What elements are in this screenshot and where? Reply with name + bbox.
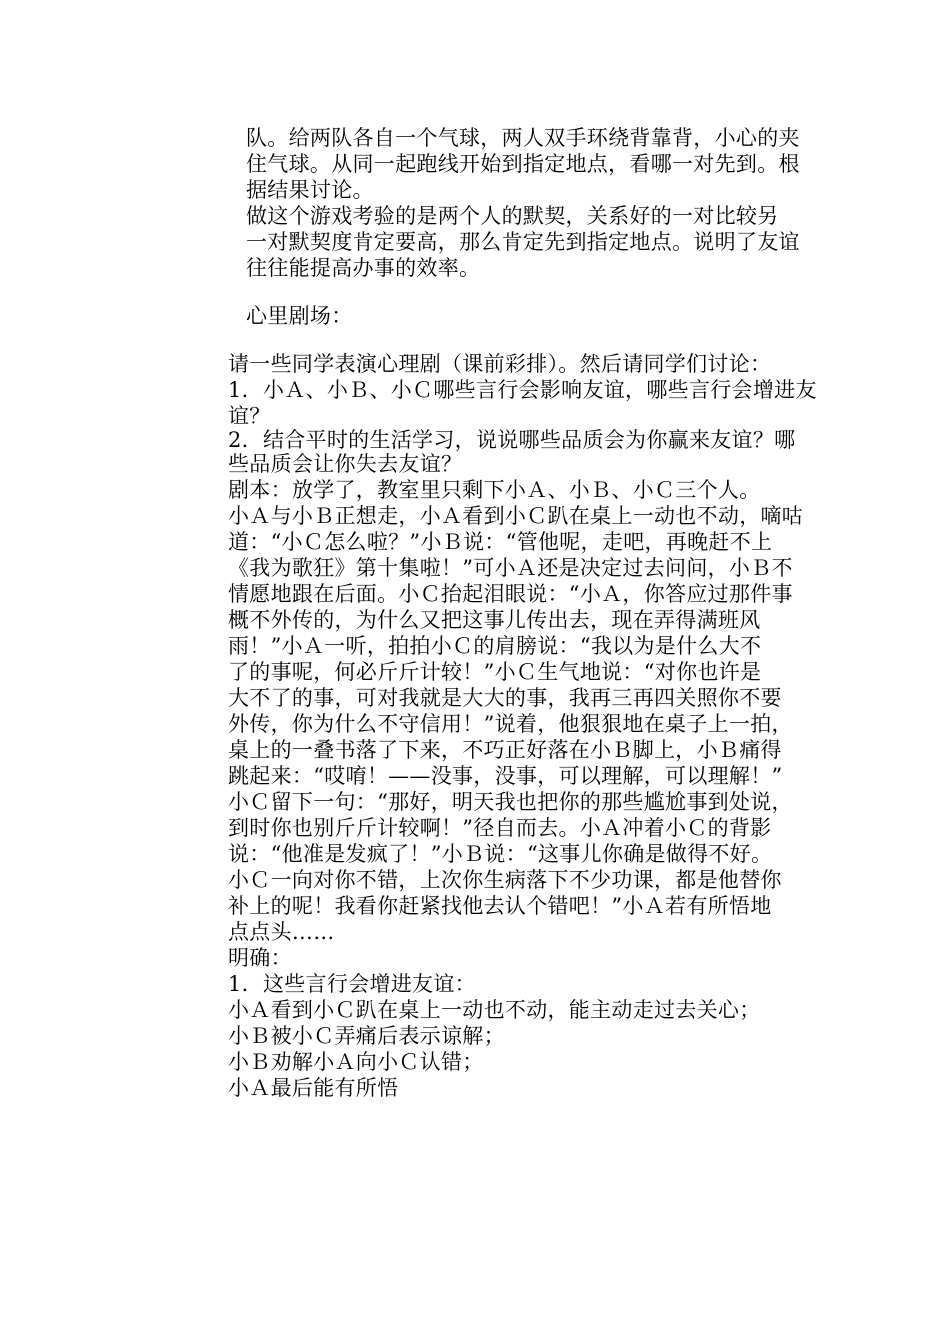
body-line: 外传，你为什么不守信用！”说着，他狠狠地在桌子上一拍，: [228, 712, 793, 736]
body-line: 情愿地跟在后面。小Ｃ抬起泪眼说：“小Ａ，你答应过那件事: [228, 582, 793, 606]
body-line: 补上的呢！我看你赶紧找他去认个错吧！”小Ａ若有所悟地: [228, 894, 772, 918]
body-line: 概不外传的，为什么又把这事儿传出去，现在弄得满班风: [228, 608, 761, 632]
body-line: 剧本：放学了，教室里只剩下小Ａ、小Ｂ、小Ｃ三个人。: [228, 478, 761, 502]
intro-line: 队。给两队各自一个气球，两人双手环绕背靠背，小心的夹: [246, 126, 800, 150]
body-line: 谊？: [228, 404, 271, 428]
body-line: 明确：: [228, 946, 292, 970]
body-line: 大不了的事，可对我就是大大的事，我再三再四关照你不要: [228, 686, 782, 710]
body-line: 道：“小Ｃ怎么啦？”小Ｂ说：“管他呢，走吧，再晚赶不上: [228, 530, 773, 554]
intro-line: 做这个游戏考验的是两个人的默契，关系好的一对比较另: [246, 204, 779, 228]
intro-line: 往往能提高办事的效率。: [246, 256, 481, 280]
body-line: 雨！”小Ａ一听，拍拍小Ｃ的肩膀说：“我以为是什么大不: [228, 634, 762, 658]
body-line: 些品质会让你失去友谊？: [228, 452, 463, 476]
body-line: 2．结合平时的生活学习，说说哪些品质会为你赢来友谊？哪: [228, 428, 796, 452]
body-line: 了的事呢，何必斤斤计较！”小Ｃ生气地说：“对你也许是: [228, 660, 762, 684]
body-line: 小Ａ最后能有所悟: [228, 1076, 399, 1100]
body-line: 小Ｂ被小Ｃ弄痛后表示谅解；: [228, 1024, 505, 1048]
body-line: 请一些同学表演心理剧（课前彩排）。然后请同学们讨论：: [228, 352, 772, 376]
body-line: 1．这些言行会增进友谊：: [228, 972, 476, 996]
intro-line: 据结果讨论。: [246, 178, 374, 202]
body-line: 到时你也别斤斤计较啊！”径自而去。小Ａ冲着小Ｃ的背影: [228, 816, 772, 840]
body-line: 桌上的一叠书落了下来，不巧正好落在小Ｂ脚上，小Ｂ痛得: [228, 738, 782, 762]
body-line: 小Ａ与小Ｂ正想走，小Ａ看到小Ｃ趴在桌上一动也不动，嘀咕: [228, 504, 804, 528]
body-line: 跳起来：“哎唷！——没事，没事，可以理解，可以理解！”: [228, 764, 783, 788]
body-line: 点点头……: [228, 920, 335, 944]
body-line: 小Ａ看到小Ｃ趴在桌上一动也不动，能主动走过去关心；: [228, 998, 761, 1022]
body-line: 小Ｃ一向对你不错，上次你生病落下不少功课，都是他替你: [228, 868, 782, 892]
body-line: 小Ｃ留下一句：“那好，明天我也把你的那些尴尬事到处说，: [228, 790, 793, 814]
body-line: 《我为歌狂》第十集啦！”可小Ａ还是决定过去问问，小Ｂ不: [228, 556, 793, 580]
body-line: 说：“他准是发疯了！”小Ｂ说：“这事儿你确是做得不好。: [228, 842, 773, 866]
intro-line: 住气球。从同一起跑线开始到指定地点，看哪一对先到。根: [246, 152, 800, 176]
body-line: 小Ｂ劝解小Ａ向小Ｃ认错；: [228, 1050, 484, 1074]
intro-line: 一对默契度肯定要高，那么肯定先到指定地点。说明了友谊: [246, 230, 800, 254]
section-heading: 心里剧场：: [246, 304, 353, 328]
body-line: 1．小Ａ、小Ｂ、小Ｃ哪些言行会影响友谊，哪些言行会增进友: [228, 378, 817, 402]
